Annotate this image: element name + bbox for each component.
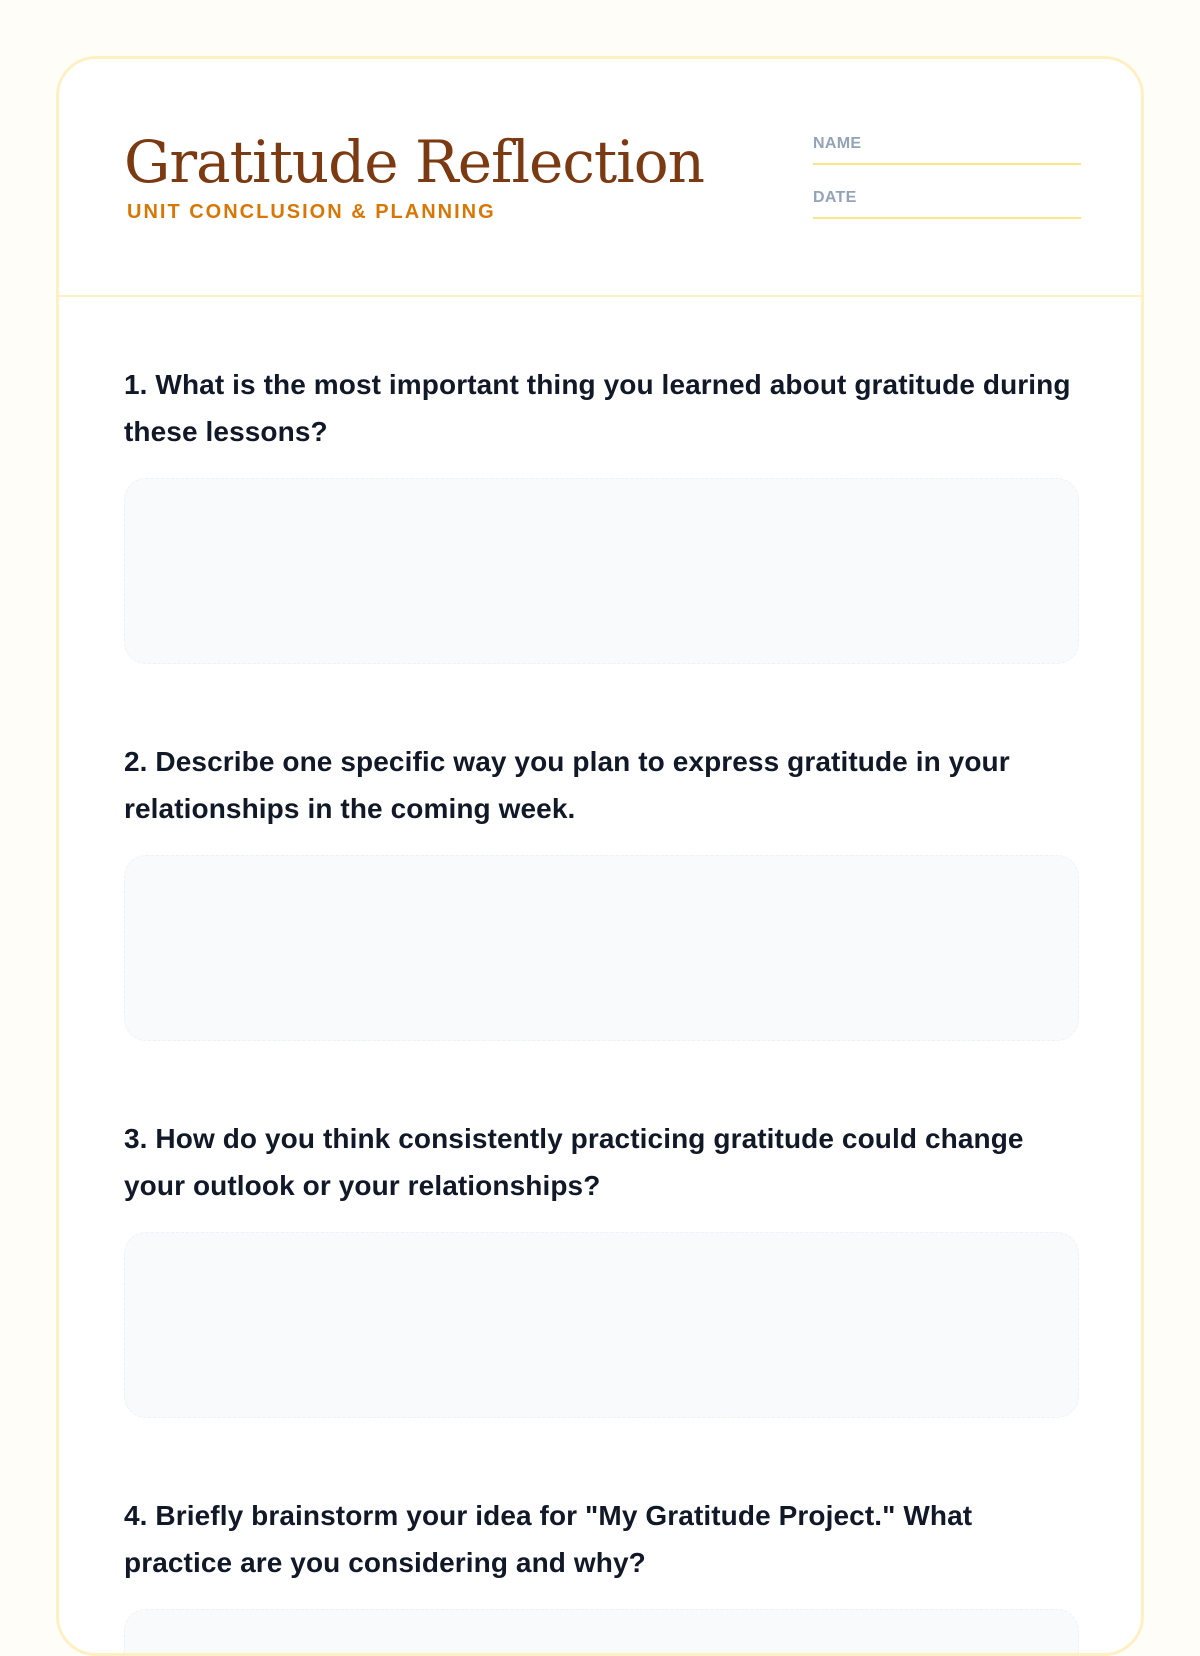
name-label: NAME bbox=[813, 135, 862, 152]
question-list bbox=[124, 361, 1079, 1656]
worksheet-card bbox=[56, 56, 1144, 1656]
question-text: 4. Briefly brainstorm your idea for "My Gratitude Project." What practice are you considering and why? bbox=[124, 1500, 973, 1578]
answer-box[interactable] bbox=[124, 1609, 1079, 1656]
question-text: 2. Describe one specific way you plan to express gratitude in your relationships in the coming week. bbox=[124, 746, 1010, 824]
question-item bbox=[124, 361, 1079, 664]
question-item bbox=[124, 1115, 1079, 1418]
date-field[interactable] bbox=[813, 177, 1081, 219]
question-text: 3. How do you think consistently practicing gratitude could change your outlook or your relationships? bbox=[124, 1123, 1024, 1201]
question-text: 1. What is the most important thing you learned about gratitude during these lessons? bbox=[124, 369, 1071, 447]
question-item bbox=[124, 738, 1079, 1041]
answer-box[interactable] bbox=[124, 478, 1079, 664]
page-subtitle: UNIT CONCLUSION & PLANNING bbox=[127, 201, 496, 223]
answer-box[interactable] bbox=[124, 1232, 1079, 1418]
student-info bbox=[813, 123, 1081, 231]
question-item bbox=[124, 1492, 1079, 1656]
page-title: Gratitude Reflection bbox=[124, 128, 704, 196]
name-field[interactable] bbox=[813, 123, 1081, 165]
worksheet-header bbox=[59, 59, 1141, 297]
answer-box[interactable] bbox=[124, 855, 1079, 1041]
date-label: DATE bbox=[813, 189, 857, 206]
